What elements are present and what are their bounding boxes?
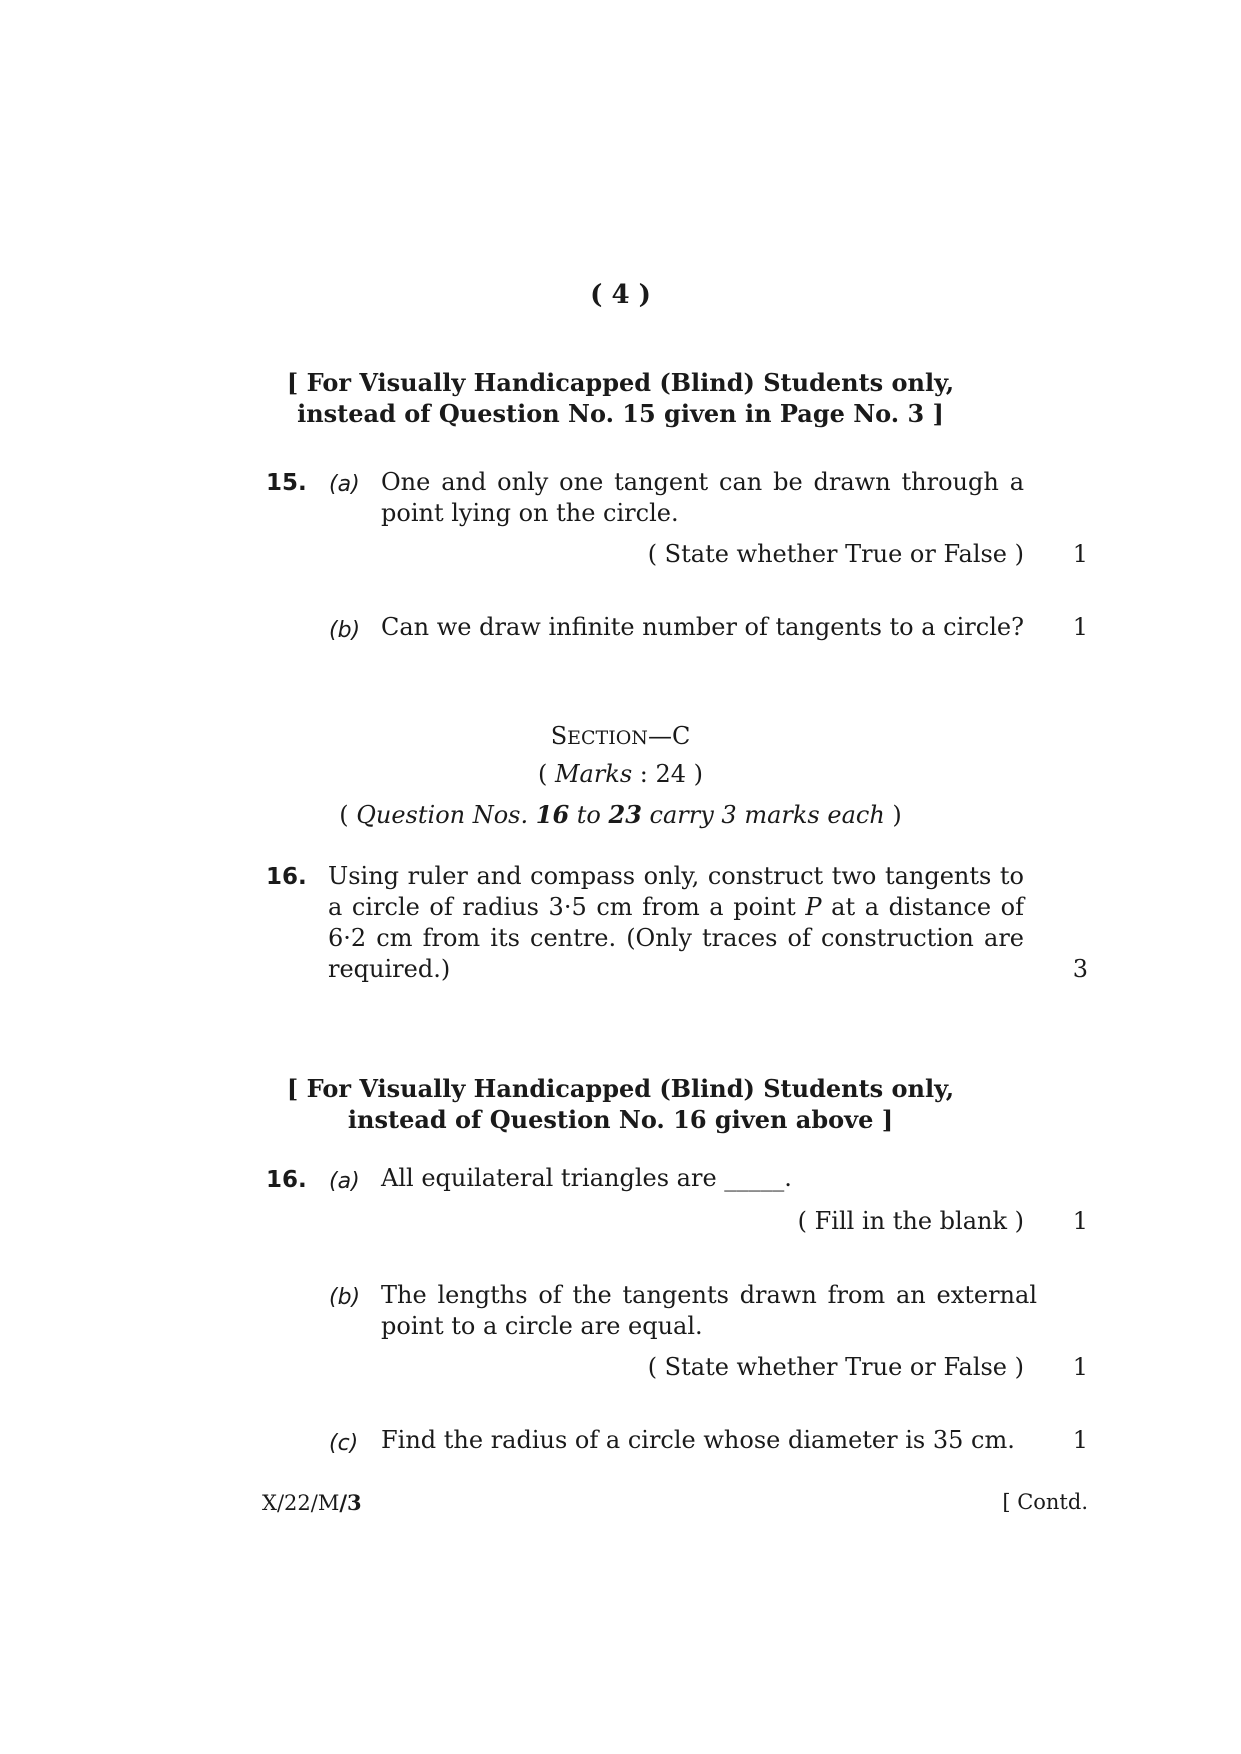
q15a-instruction: ( State whether True or False ) [647,540,1024,568]
section-marks: ( Marks : 24 ) [537,760,704,788]
vh-note-2-line2: instead of Question No. 16 given above ] [347,1105,894,1134]
q16-number: 16. [266,864,307,890]
vh-note-1-line1: [ For Visually Handicapped (Blind) Students only, [286,368,955,397]
q16vh-a-text: All equilateral triangles are _____. [381,1164,792,1192]
vh-note-1-line2: instead of Question No. 15 given in Page No. 3 ] [297,399,944,428]
paper-code: X/22/M/3 [262,1490,362,1515]
q15a-text: One and only one tangent can be drawn through a point lying on the circle. [381,468,1024,527]
section-title: SECTION—C [550,722,691,750]
q16vh-c-label: (c) [329,1431,359,1456]
point-p-label: P [805,893,822,921]
contd-label: [ Contd. [1002,1490,1088,1514]
vh-note-2-line1: [ For Visually Handicapped (Blind) Students only, [286,1074,955,1103]
q16vh-c-text: Find the radius of a circle whose diameter is 35 cm. [381,1426,1015,1454]
page-number: ( 4 ) [590,280,651,310]
q15a-label: (a) [329,472,360,497]
q16vh-number: 16. [266,1167,307,1193]
q16vh-b-text: The lengths of the tangents drawn from an external point to a circle are equal. [381,1281,1037,1340]
q16-marks: 3 [1072,955,1088,983]
vh-note-1 [0,367,1241,429]
q16vh-a-label: (a) [329,1169,360,1194]
q15b-label: (b) [329,618,361,643]
q16vh-c-marks: 1 [1072,1426,1088,1454]
q16vh-b-label: (b) [329,1285,361,1310]
q16vh-a-marks: 1 [1072,1207,1088,1235]
q15b-marks: 1 [1072,613,1088,641]
q16vh-b-instruction: ( State whether True or False ) [647,1353,1024,1381]
section-instruction: ( Question Nos. 16 to 23 carry 3 marks each ) [339,800,902,829]
q16-text: Using ruler and compass only, construct two tangents to a circle of radius 3·5 cm from a point P at a distance of 6·2 cm from its centre. (Only traces of construction are required.) [328,862,1024,983]
q15b-text: Can we draw infinite number of tangents to a circle? [381,613,1024,641]
q16vh-a-instruction: ( Fill in the blank ) [797,1207,1024,1235]
q15-number: 15. [266,470,307,496]
q16vh-b-marks: 1 [1072,1353,1088,1381]
q15a-marks: 1 [1072,540,1088,568]
vh-note-2 [0,1073,1241,1135]
